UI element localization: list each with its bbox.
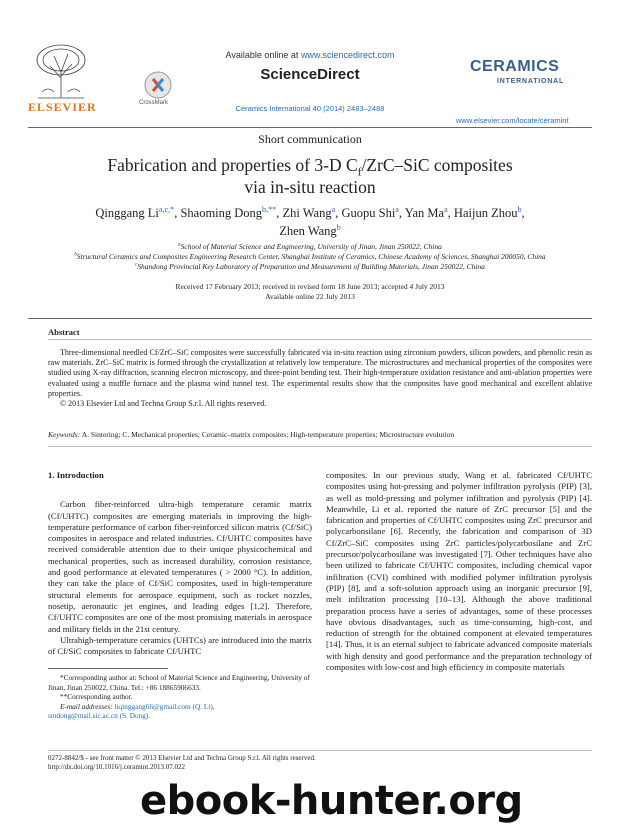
author-list — [60, 204, 560, 240]
email-label: E-mail addresses: — [60, 701, 113, 711]
author-name: Zhen Wang — [279, 224, 337, 238]
journal-logo-title: CERAMICS — [470, 58, 560, 75]
journal-reference-link[interactable]: Ceramics International 40 (2014) 2483–2488 — [235, 104, 385, 113]
author-name: , Guopu Shi — [335, 206, 396, 220]
journal-url[interactable] — [456, 116, 569, 125]
author-affil-mark[interactable]: a — [444, 204, 448, 214]
title-rule — [28, 318, 592, 319]
affiliation-c: $^c$Shandong Provincial Key Laboratory of Preparation and Measurement of Building Materials, Jinan 250022, China — [135, 262, 485, 271]
title-part1: Fabrication and properties of 3-D C — [107, 155, 358, 175]
journal-logo-subtitle: INTERNATIONAL — [497, 78, 565, 85]
author-name: Qinggang Li — [95, 206, 159, 220]
keywords-rule — [48, 446, 592, 447]
author-name: , Yan Ma — [398, 206, 445, 220]
author-affil-mark[interactable]: b,** — [262, 204, 277, 214]
keywords-list: A. Sintering; C. Mechanical properties; Ceramic–matrix composites; High-temperature properties; Microstructure evolution — [80, 430, 455, 439]
footnote-corresponding-2: **Corresponding author. — [60, 692, 133, 701]
abstract-rule — [48, 339, 592, 340]
sciencedirect-logo: ScienceDirect — [260, 66, 360, 83]
doi-line[interactable]: http://dx.doi.org/10.1016/j.ceramint.2013.07.022 — [48, 763, 185, 771]
title-subscript: f — [357, 166, 362, 179]
author-affil-mark[interactable]: b — [336, 222, 341, 232]
watermark-text: ebook-hunter.org — [140, 778, 523, 824]
keywords-label: Keywords: — [48, 430, 81, 439]
affiliation-text: Shandong Provincial Key Laboratory of Preparation and Measurement of Building Materials, Jinan 250022, China — [137, 262, 485, 271]
abstract-heading: Abstract — [48, 327, 80, 337]
footnotes — [48, 673, 312, 721]
bottom-info — [48, 754, 316, 772]
keywords — [48, 430, 592, 439]
bottom-rule — [48, 750, 592, 751]
received-dates: Received 17 February 2013; received in revised form 18 June 2013; accepted 4 July 2013 — [175, 282, 445, 291]
author-separator: , — [521, 206, 525, 220]
journal-url-link[interactable]: www.elsevier.com/locate/ceramint — [456, 116, 569, 125]
body-paragraph: Ultrahigh-temperature ceramics (UHTCs) are introduced into the matrix of Cf/SiC composites to fabricate Cf/UHTC — [48, 634, 312, 657]
author-affil-mark[interactable]: b — [517, 204, 522, 214]
header-rule — [28, 127, 592, 128]
article-dates — [0, 282, 620, 302]
author-name: , Shaoming Dong — [174, 206, 263, 220]
affiliation-text: Structural Ceramics and Composites Engineering Research Center, Shanghai Institute of Ceramics, Chinese Academy of Sciences, Shanghai 200050, China — [76, 252, 546, 261]
email-link-dong[interactable]: smdong@mail.sic.ac.cn (S. Dong). — [48, 711, 151, 720]
affiliations — [30, 242, 590, 272]
author-affil-mark[interactable]: a — [331, 204, 336, 214]
available-online-date: Available online 22 July 2013 — [265, 292, 355, 301]
abstract-paragraph: Three-dimensional needled Cf/ZrC–SiC composites were successfully fabricated via in-situ reaction using zirconium powders, silicon powders, and phenolic resin as raw materials. ZrC–SiC matrix is formed through the crystallization at relatively low temperature. The microstructures and mechanical properties of the composites were studied using X-ray diffraction, scanning electron microscopy, and three-point bending test. Their high-temperature oxidation resistance and anti-ablation properties were evaluated using a muffle furnace and the plasma wind tunnel test. The experimental results show that the composites have good mechanical and excellent ablative properties. — [48, 348, 592, 398]
affiliation-text: School of Material Science and Engineering, University of Jinan, Jinan 250022, China — [180, 242, 442, 251]
journal-reference[interactable] — [0, 104, 620, 113]
abstract-copyright: © 2013 Elsevier Ltd and Techna Group S.r.l. All rights reserved. — [60, 399, 267, 409]
author-affil-mark[interactable]: a — [395, 204, 399, 214]
footnote-corresponding-1: *Corresponding author at: School of Material Science and Engineering, University of Jinan, Jinan 250022, China. Tel.: +86 18865906633. — [48, 673, 310, 692]
title-part2: /ZrC–SiC composites — [361, 155, 513, 175]
author-name: , Zhi Wang — [276, 206, 332, 220]
footnote-emails — [48, 702, 312, 721]
author-name: , Haijun Zhou — [447, 206, 518, 220]
crossmark-label: CrossMark — [139, 100, 169, 106]
email-link-li[interactable]: liqinggang66@gmail.com (Q. Li), — [114, 701, 215, 711]
body-column-left — [48, 470, 312, 657]
title-line2: via in-situ reaction — [244, 177, 376, 197]
issn-line: 0272-8842/$ - see front matter © 2013 Elsevier Ltd and Techna Group S.r.l. All rights reserved. — [48, 754, 316, 762]
abstract-body — [48, 348, 592, 409]
available-online-label: Available online at — [225, 50, 299, 60]
section-type: Short communication — [258, 132, 362, 146]
article-title — [40, 154, 580, 198]
body-column-right — [326, 470, 592, 673]
body-paragraph: composites. In our previous study, Wang et al. fabricated Cf/UHTC composites using hot-pressing and polymer infiltration pyrolysis (PIP) [3], as well as mold-pressing and polymer infiltration and pyrolysis (PIP) [4]. Meanwhile, Li et al. reported the nature of ZrC precursor [5] and the fabrication and properties of Cf/UHTC composites using ZrC precursor and polycarbonsilane [6]. Recently, the fabrication and comparison of 3D Cf/ZrC–SiC composites using ZrC particles/polycarbosilane and ZrC precursor/polycarbosilane was investigated [7]. Other techniques have also been utilized to fabricate Cf/UHTC composites, including chemical vapor infiltration (CVI) combined with modified polymer infiltration pyrolysis (PIP) [8], and a soft-solution approach using an inorganic precursor [9], melt infiltration processing [10–13]. Although the above traditional preparation process have a series of advantages, some of these processes have obvious disadvantages, such as time-consuming, high-cost, and reduction of strength for the obtained component at elevated temperatures [14]. Thus, it is an eternal subject to fabricate advanced composite materials with high density and good performance and the preparation technology of composites with low-cost and high efficiency in composite materials — [326, 470, 592, 673]
author-affil-mark[interactable]: a,c,* — [158, 204, 175, 214]
sciencedirect-link[interactable]: www.sciencedirect.com — [300, 50, 395, 60]
footnote-rule — [48, 668, 168, 669]
affiliation-a: $^a$School of Material Science and Engineering, University of Jinan, Jinan 250022, China — [178, 242, 442, 251]
affiliation-b: $^b$Structural Ceramics and Composites Engineering Research Center, Shanghai Institute of Ceramics, Chinese Academy of Sciences, Shanghai 200050, China — [74, 252, 546, 261]
body-paragraph: Carbon fiber-reinforced ultra-high temperature ceramic matrix (Cf/UHTC) composites are emerging materials in improving the high-temperature performance of carbon fiber-reinforced silicon matrix (Cf/SiC) composites in aerospace and related industries. Cf/UHTC composites have received considerable attention due to their unique physicochemical and mechanical properties, such as increased durability, corrosion resistance, and good performance at elevated temperatures ( > 2000 °C). In addition, they can take the place of Cf/SiC composites, used in high-temperature structural elements for aerospace equipment, such as rocket nozzles, nosetip, aeronautic jet engines, and leading edges [1,2]. Therefore, Cf/UHTC composites are one of the most promising materials in aerospace and military fields in the 21st century. — [48, 499, 312, 634]
section-heading: 1. Introduction — [48, 470, 104, 480]
elsevier-wordmark: ELSEVIER — [28, 100, 97, 114]
